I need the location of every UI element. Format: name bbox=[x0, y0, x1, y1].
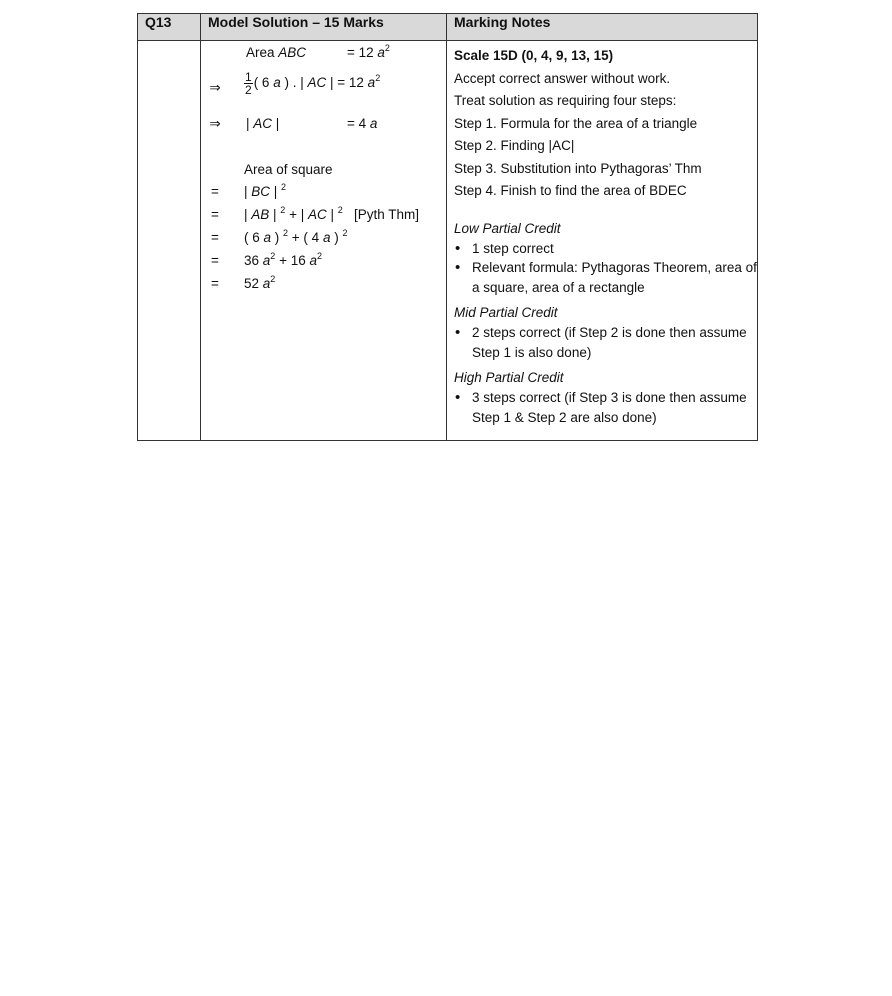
list-item: • 1 step correct bbox=[454, 239, 757, 259]
model-solution-header: Model Solution – 15 Marks bbox=[201, 14, 447, 41]
low-partial-credit-block bbox=[454, 219, 757, 298]
implies-symbol: ⇒ bbox=[209, 80, 221, 95]
step-2-line: Step 2. Finding |AC| bbox=[454, 138, 575, 153]
marking-notes bbox=[447, 41, 757, 427]
list-item: • 3 steps correct (if Step 3 is done then assume Step 1 & Step 2 are also done) bbox=[454, 388, 757, 427]
implies-symbol: ⇒ bbox=[209, 116, 221, 131]
high-partial-credit-block bbox=[454, 368, 757, 427]
body-row bbox=[138, 41, 758, 441]
marking-notes-header: Marking Notes bbox=[447, 14, 758, 41]
scale-line: Scale 15D (0, 4, 9, 13, 15) bbox=[454, 48, 614, 63]
notes-line: Accept correct answer without work. bbox=[454, 70, 671, 86]
question-number-header: Q13 bbox=[138, 14, 201, 41]
pyth-thm-note: [Pyth Thm] bbox=[342, 207, 420, 222]
step-4-line: Step 4. Finish to find the area of BDEC bbox=[454, 183, 687, 198]
mid-partial-credit-title: Mid Partial Credit bbox=[454, 305, 558, 320]
notes-line: Treat solution as requiring four steps: bbox=[454, 93, 677, 108]
list-item: • Relevant formula: Pythagoras Theorem, area of a square, area of a rectangle bbox=[454, 258, 757, 297]
model-solution-cell bbox=[201, 41, 447, 441]
high-partial-credit-title: High Partial Credit bbox=[454, 370, 564, 385]
low-partial-credit-title: Low Partial Credit bbox=[454, 220, 561, 236]
marking-notes-cell bbox=[447, 41, 758, 441]
step-1-line: Step 1. Formula for the area of a triangle bbox=[454, 115, 698, 131]
one-half-fraction: $\frac{1}{2}$ bbox=[245, 70, 252, 97]
question-cell bbox=[138, 41, 201, 441]
header-row bbox=[138, 14, 758, 41]
solution-working: Area ABC = 12 $a^2$ ⇒ $\frac{1}{2}$ ( 6 a ) . | AC | = 12 $a^2$ ⇒ | AC | = 4 a Area of square = | BC | $^2$ = | AB | $^2$ + | AC | $^2$ [Pyth Thm] = ( 6 a ) $^2$ + ( 4 a ) $^2$ = 36 $a^2 + 16$ $a^2$ = 52 $a^2$ bbox=[209, 43, 420, 291]
mid-partial-credit-block bbox=[454, 303, 757, 362]
step-3-line: Step 3. Substitution into Pythagoras’ Thm bbox=[454, 160, 702, 176]
marking-scheme-table bbox=[137, 13, 758, 441]
list-item: • 2 steps correct (if Step 2 is done then assume Step 1 is also done) bbox=[454, 323, 757, 362]
